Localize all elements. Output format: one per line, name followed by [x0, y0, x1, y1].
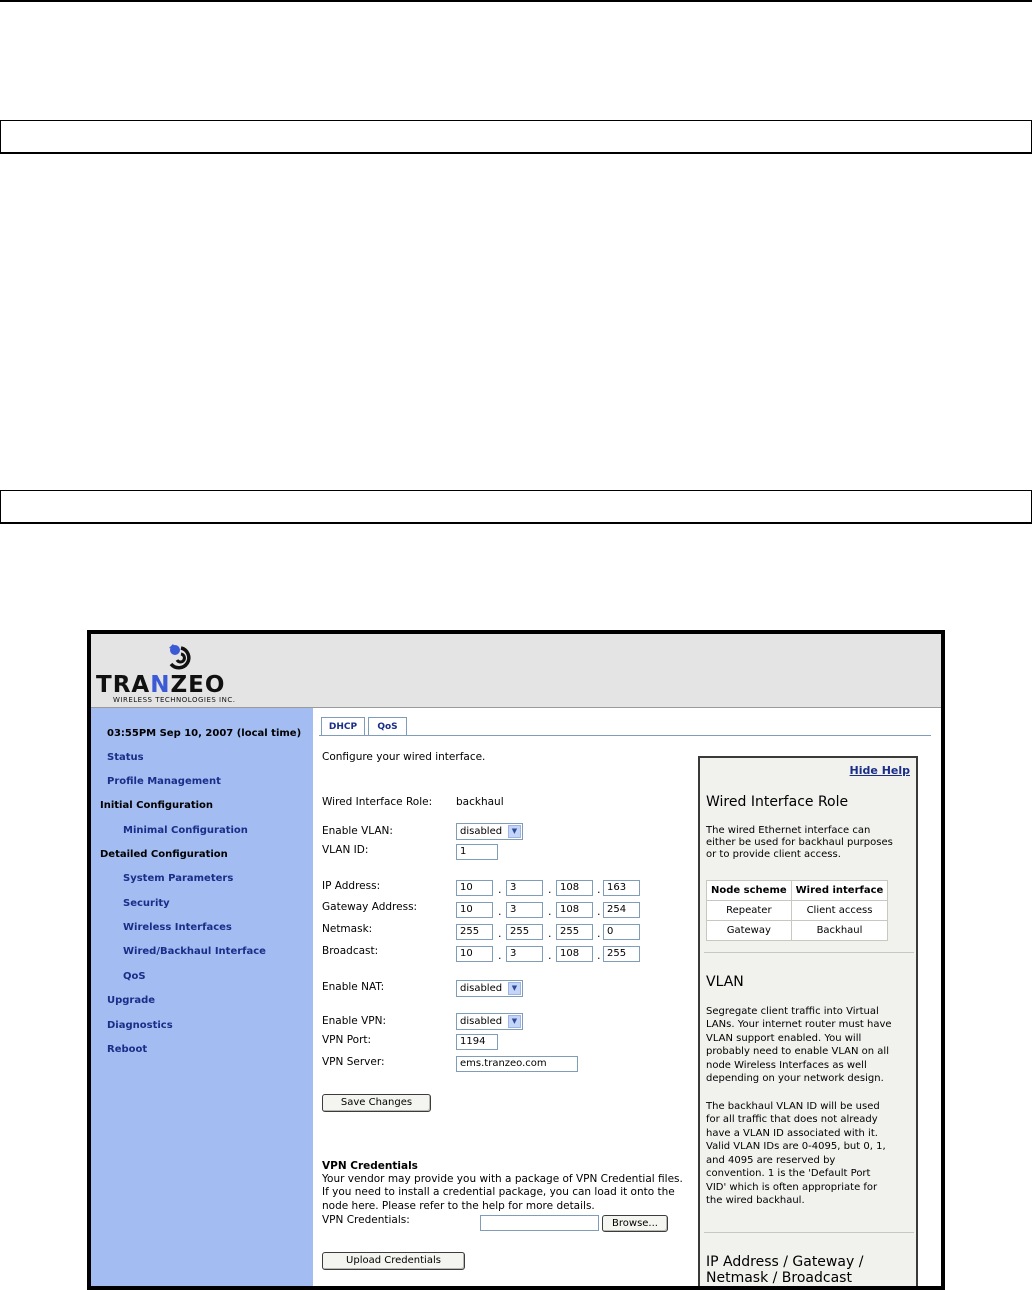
help-role-text-3: or to provide client access.	[706, 849, 841, 860]
help-vlan-title: VLAN	[706, 974, 744, 990]
broadcast-octet-1[interactable]: 10	[456, 946, 493, 962]
netmask-dot: .	[548, 927, 552, 940]
sidebar-datetime: 03:55PM Sep 10, 2007 (local time)	[107, 728, 302, 739]
gateway-dot: .	[548, 905, 552, 918]
help-vlan-id-text-1: The backhaul VLAN ID will be used	[706, 1101, 880, 1112]
sidebar-heading-initial-configuration: Initial Configuration	[100, 800, 214, 811]
sidebar-item-wired-backhaul-interface[interactable]: Wired/Backhaul Interface	[123, 946, 266, 957]
help-ip-title-line1: IP Address / Gateway /	[706, 1254, 864, 1270]
header-bar	[91, 634, 941, 708]
ip-dot: .	[597, 883, 601, 896]
brand-logo: TRANZEO	[96, 672, 226, 698]
antenna-logo-icon	[159, 640, 199, 674]
gateway-dot: .	[498, 905, 502, 918]
gateway-octet-1[interactable]: 10	[456, 902, 493, 918]
broadcast-dot: .	[597, 949, 601, 962]
table-cell: Client access	[791, 901, 888, 921]
table-header-cell: Node scheme	[707, 881, 792, 901]
help-vlan-id-text-3: have a VLAN ID associated with it.	[706, 1128, 878, 1139]
vpn-server-label: VPN Server:	[322, 1056, 385, 1068]
sidebar-item-profile-management[interactable]: Profile Management	[107, 776, 221, 787]
netmask-dot: .	[498, 927, 502, 940]
brand-subtitle: WIRELESS TECHNOLOGIES INC.	[113, 696, 236, 704]
document-top-rule	[0, 0, 1032, 2]
help-vlan-id-text-5: and 4095 are reserved by	[706, 1155, 836, 1166]
document-empty-box-bottom	[0, 490, 1032, 524]
help-vlan-text-2: LANs. Your internet router must have	[706, 1019, 892, 1030]
table-header-cell: Wired interface	[791, 881, 888, 901]
vpn-server-input[interactable]: ems.tranzeo.com	[456, 1056, 578, 1072]
netmask-octet-4[interactable]: 0	[603, 924, 640, 940]
broadcast-octet-3[interactable]: 108	[556, 946, 593, 962]
sidebar-item-qos[interactable]: QoS	[123, 971, 146, 982]
broadcast-label: Broadcast:	[322, 945, 379, 957]
sidebar-item-security[interactable]: Security	[123, 898, 170, 909]
netmask-label: Netmask:	[322, 923, 373, 935]
netmask-dot: .	[597, 927, 601, 940]
broadcast-octet-4[interactable]: 255	[603, 946, 640, 962]
sidebar-item-system-parameters[interactable]: System Parameters	[123, 873, 234, 884]
vpn-select[interactable]: disabled ▼	[456, 1013, 523, 1030]
sidebar-item-minimal-configuration[interactable]: Minimal Configuration	[123, 825, 248, 836]
help-vlan-text-5: node Wireless Interfaces as well	[706, 1060, 867, 1071]
table-cell: Backhaul	[791, 921, 888, 941]
help-panel	[698, 756, 918, 1290]
help-role-table	[706, 880, 888, 941]
gateway-dot: .	[597, 905, 601, 918]
vpn-credentials-label: VPN Credentials:	[322, 1214, 410, 1226]
ip-dot: .	[498, 883, 502, 896]
sidebar-item-reboot[interactable]: Reboot	[107, 1044, 148, 1055]
chevron-down-icon: ▼	[508, 825, 521, 838]
intro-text: Configure your wired interface.	[322, 751, 486, 763]
document-empty-box-top	[0, 120, 1032, 154]
help-vlan-text-1: Segregate client traffic into Virtual	[706, 1006, 879, 1017]
sidebar	[91, 708, 313, 1290]
help-vlan-id-text-7: VID' which is often appropriate for	[706, 1182, 878, 1193]
ip-octet-4[interactable]: 163	[603, 880, 640, 896]
tab-qos[interactable]: QoS	[368, 717, 407, 736]
sidebar-item-upgrade[interactable]: Upgrade	[107, 995, 156, 1006]
vlan-id-input[interactable]: 1	[456, 844, 498, 860]
table-header-row	[707, 881, 888, 901]
ip-label: IP Address:	[322, 880, 381, 892]
help-vlan-id-text-8: the wired backhaul.	[706, 1195, 805, 1206]
vpn-credentials-text-line1: Your vendor may provide you with a package of VPN Credential files.	[322, 1173, 683, 1185]
sidebar-item-diagnostics[interactable]: Diagnostics	[107, 1020, 173, 1031]
sidebar-heading-detailed-configuration: Detailed Configuration	[100, 849, 228, 860]
table-cell: Gateway	[707, 921, 792, 941]
netmask-octet-2[interactable]: 255	[506, 924, 543, 940]
gateway-label: Gateway Address:	[322, 901, 418, 913]
role-label: Wired Interface Role:	[322, 796, 433, 808]
gateway-octet-3[interactable]: 108	[556, 902, 593, 918]
help-vlan-text-3: VLAN support enabled. You will	[706, 1033, 862, 1044]
broadcast-octet-2[interactable]: 3	[506, 946, 543, 962]
help-vlan-text-6: depending on your network design.	[706, 1073, 884, 1084]
chevron-down-icon: ▼	[508, 1015, 521, 1028]
help-vlan-text-4: probably need to enable VLAN on all	[706, 1046, 889, 1057]
gateway-octet-4[interactable]: 254	[603, 902, 640, 918]
upload-credentials-button[interactable]: Upload Credentials	[322, 1252, 465, 1270]
vpn-credentials-text-line3: node here. Please refer to the help for more details.	[322, 1200, 595, 1212]
browse-button[interactable]: Browse...	[602, 1215, 668, 1232]
gateway-octet-2[interactable]: 3	[506, 902, 543, 918]
broadcast-dot: .	[498, 949, 502, 962]
ip-octet-1[interactable]: 10	[456, 880, 493, 896]
help-ip-title-line2: Netmask / Broadcast	[706, 1270, 852, 1286]
vpn-credentials-file-input[interactable]	[480, 1215, 599, 1231]
nat-select[interactable]: disabled ▼	[456, 980, 523, 997]
help-role-title: Wired Interface Role	[706, 794, 849, 810]
tab-underline	[319, 735, 931, 736]
save-changes-button[interactable]: Save Changes	[322, 1094, 431, 1112]
netmask-octet-3[interactable]: 255	[556, 924, 593, 940]
vpn-port-input[interactable]: 1194	[456, 1034, 498, 1050]
role-value: backhaul	[456, 796, 504, 808]
sidebar-item-status[interactable]: Status	[107, 752, 144, 763]
vpn-label: Enable VPN:	[322, 1015, 387, 1027]
help-vlan-id-text-4: Valid VLAN IDs are 0-4095, but 0, 1,	[706, 1141, 886, 1152]
help-divider	[704, 1232, 914, 1233]
nat-label: Enable NAT:	[322, 981, 385, 993]
vlan-label: Enable VLAN:	[322, 825, 393, 837]
help-role-text-2: either be used for backhaul purposes	[706, 837, 893, 848]
chevron-down-icon: ▼	[508, 982, 521, 995]
help-role-text-1: The wired Ethernet interface can	[706, 825, 871, 836]
vlan-id-label: VLAN ID:	[322, 844, 369, 856]
vpn-credentials-text-line2: If you need to install a credential package, you can load it onto the	[322, 1186, 675, 1198]
router-admin-screenshot	[87, 630, 945, 1290]
hide-help-link[interactable]: Hide Help	[849, 764, 910, 777]
table-row	[707, 901, 888, 921]
ip-octet-3[interactable]: 108	[556, 880, 593, 896]
ip-dot: .	[548, 883, 552, 896]
vlan-select[interactable]: disabled ▼	[456, 823, 523, 840]
ip-octet-2[interactable]: 3	[506, 880, 543, 896]
help-vlan-id-text-6: convention. 1 is the 'Default Port	[706, 1168, 871, 1179]
broadcast-dot: .	[548, 949, 552, 962]
tab-dhcp[interactable]: DHCP	[321, 717, 365, 736]
vpn-credentials-heading: VPN Credentials	[322, 1160, 418, 1172]
help-vlan-id-text-2: for all traffic that does not already	[706, 1114, 878, 1125]
help-divider	[704, 952, 914, 953]
table-cell: Repeater	[707, 901, 792, 921]
vpn-port-label: VPN Port:	[322, 1034, 372, 1046]
netmask-octet-1[interactable]: 255	[456, 924, 493, 940]
table-row	[707, 921, 888, 941]
main-content	[313, 708, 941, 1290]
sidebar-item-wireless-interfaces[interactable]: Wireless Interfaces	[123, 922, 232, 933]
